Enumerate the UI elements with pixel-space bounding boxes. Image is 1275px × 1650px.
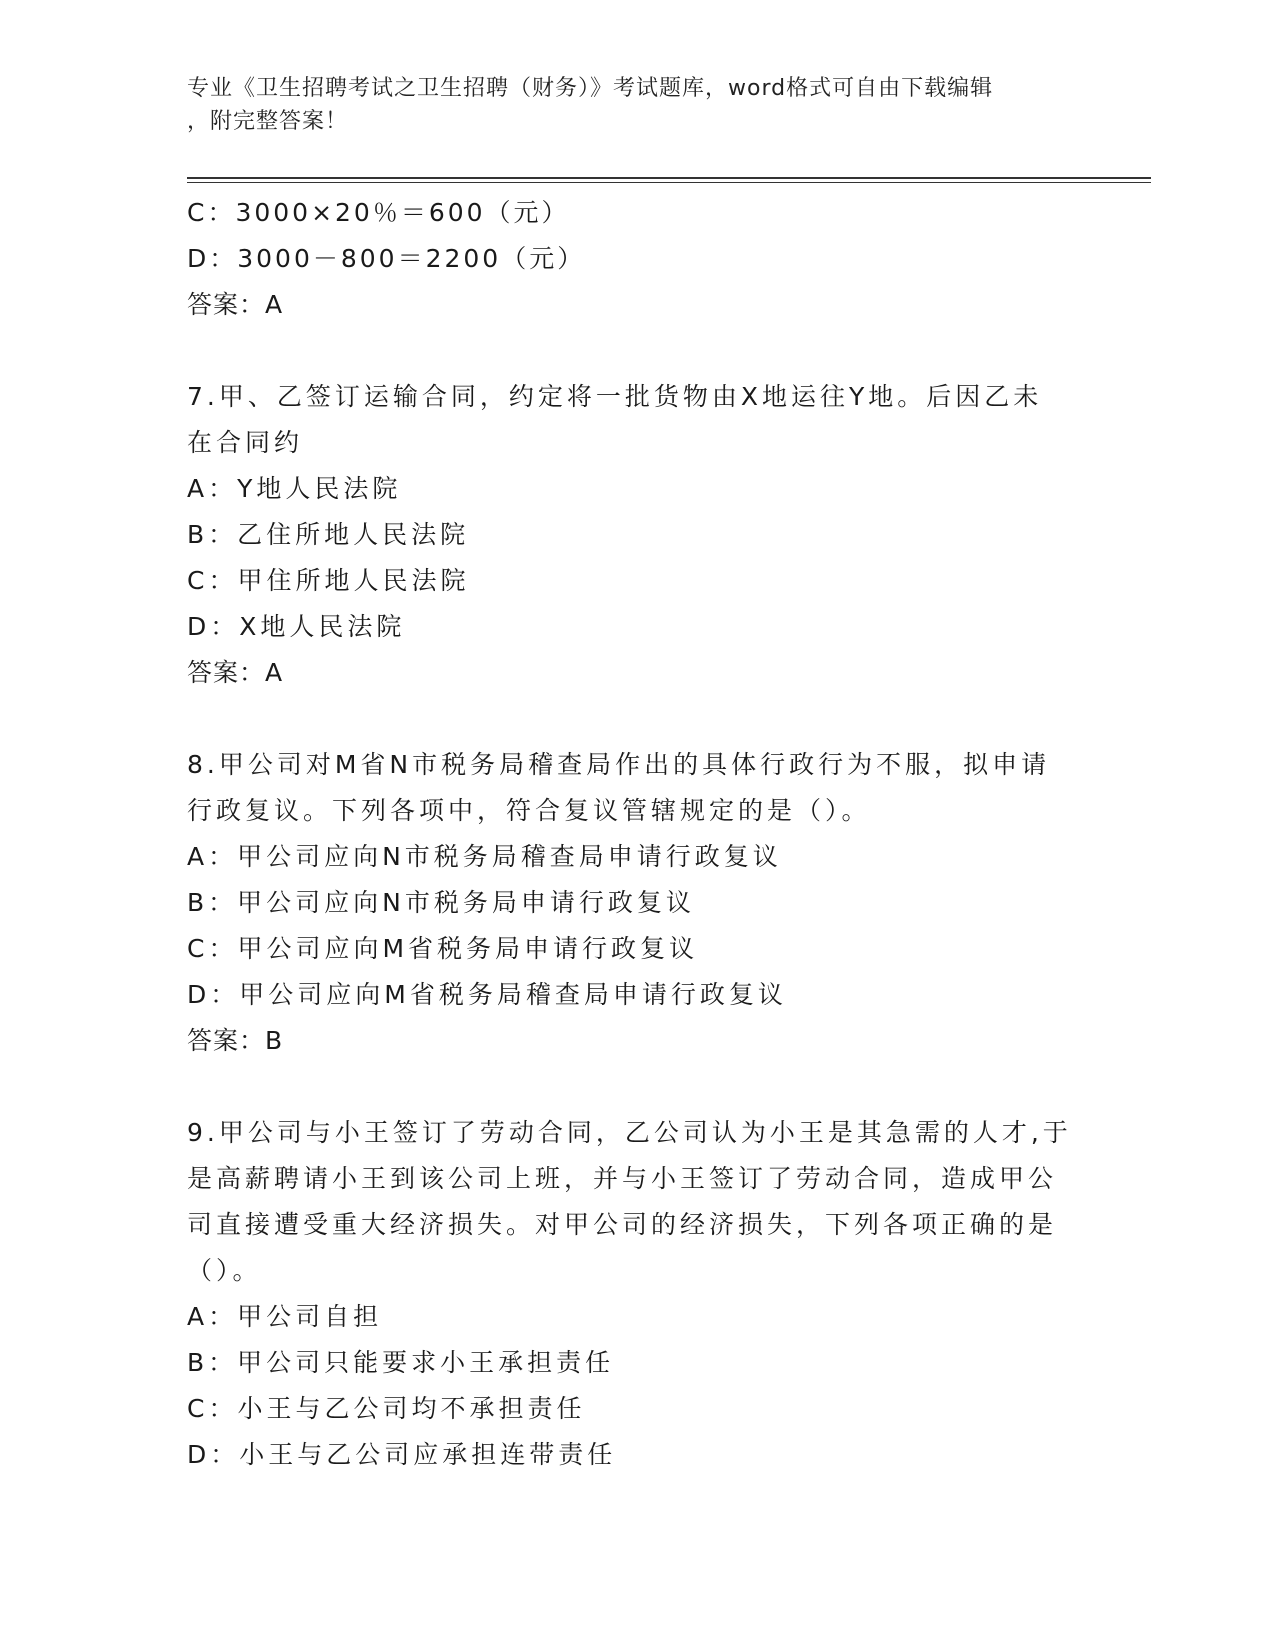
q6-option-c: C：3000×20％＝600（元） bbox=[187, 198, 570, 227]
q9-option-a: A：甲公司自担 bbox=[187, 1302, 383, 1331]
q9-option-b: B：甲公司只能要求小王承担责任 bbox=[187, 1348, 615, 1377]
q6-option-d: D：3000－800＝2200（元） bbox=[187, 244, 586, 273]
question-7 bbox=[187, 374, 1087, 696]
q8-stem-line-1: 8.甲公司对M省N市税务局稽查局作出的具体行政行为不服，拟申请 bbox=[187, 750, 1051, 779]
q7-answer: 答案：A bbox=[187, 658, 284, 687]
question-9 bbox=[187, 1110, 1087, 1478]
spacer bbox=[187, 696, 1087, 742]
q8-stem-line-2: 行政复议。下列各项中，符合复议管辖规定的是（）。 bbox=[187, 796, 871, 825]
q7-option-b: B：乙住所地人民法院 bbox=[187, 520, 470, 549]
q8-option-b: B：甲公司应向N市税务局申请行政复议 bbox=[187, 888, 695, 917]
document-body bbox=[187, 190, 1087, 1478]
q9-option-c: C：小王与乙公司均不承担责任 bbox=[187, 1394, 586, 1423]
q8-answer: 答案：B bbox=[187, 1026, 284, 1055]
q8-option-d: D：甲公司应向M省税务局稽查局申请行政复议 bbox=[187, 980, 787, 1009]
header-line-1: 专业《卫生招聘考试之卫生招聘（财务）》考试题库，word格式可自由下载编辑 bbox=[187, 76, 994, 101]
question-8 bbox=[187, 742, 1087, 1064]
q9-stem-line-2: 是高薪聘请小王到该公司上班，并与小王签订了劳动合同，造成甲公 bbox=[187, 1164, 1058, 1193]
q7-stem-line-2: 在合同约 bbox=[187, 428, 304, 457]
q9-stem-line-3: 司直接遭受重大经济损失。对甲公司的经济损失，下列各项正确的是 bbox=[187, 1210, 1058, 1239]
spacer bbox=[187, 1064, 1087, 1110]
q9-option-d: D：小王与乙公司应承担连带责任 bbox=[187, 1440, 617, 1469]
spacer bbox=[187, 328, 1087, 374]
q8-option-a: A：甲公司应向N市税务局稽查局申请行政复议 bbox=[187, 842, 782, 871]
question-6-tail bbox=[187, 190, 1087, 328]
header-line-2: ，附完整答案！ bbox=[187, 109, 349, 134]
q7-option-a: A：Y地人民法院 bbox=[187, 474, 402, 503]
q9-stem-line-4: （）。 bbox=[187, 1256, 262, 1285]
q9-stem-line-1: 9.甲公司与小王签订了劳动合同，乙公司认为小王是其急需的人才,于 bbox=[187, 1118, 1072, 1147]
q7-stem-line-1: 7.甲、乙签订运输合同，约定将一批货物由X地运往Y地。后因乙未 bbox=[187, 382, 1043, 411]
document-header bbox=[187, 72, 1067, 138]
q6-answer: 答案：A bbox=[187, 290, 284, 319]
q7-option-c: C：甲住所地人民法院 bbox=[187, 566, 470, 595]
header-divider bbox=[187, 177, 1151, 183]
q8-option-c: C：甲公司应向M省税务局申请行政复议 bbox=[187, 934, 699, 963]
q7-option-d: D：X地人民法院 bbox=[187, 612, 406, 641]
